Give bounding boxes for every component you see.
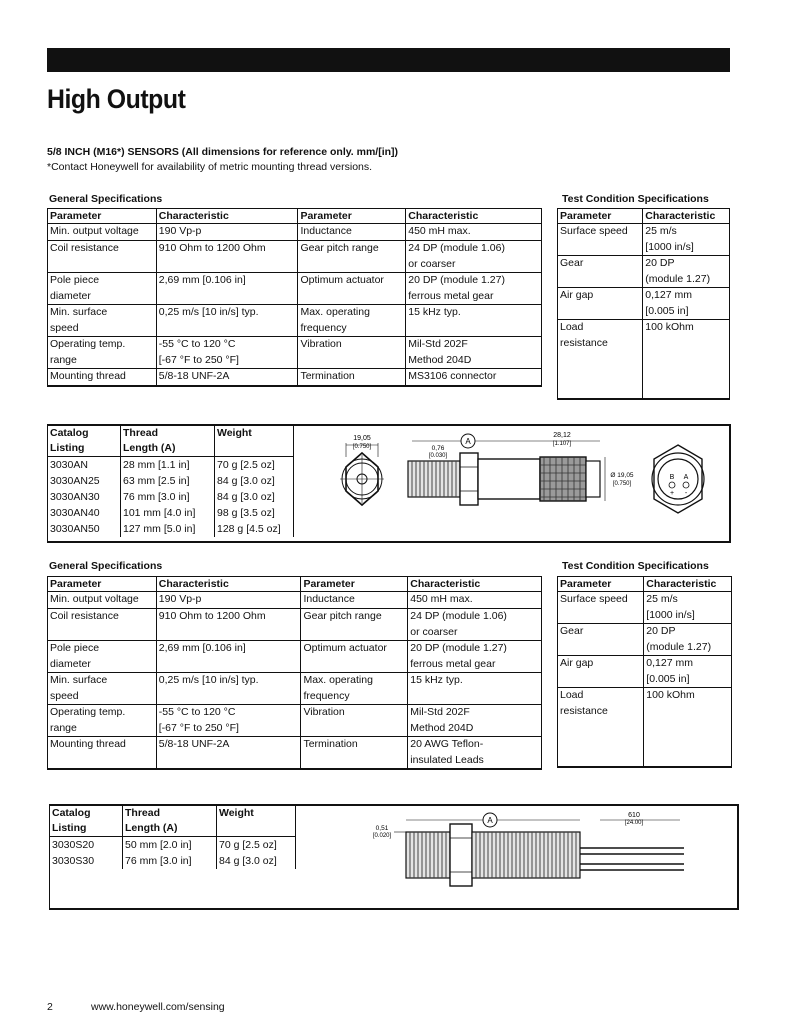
table-cell — [48, 369, 157, 387]
table-cell — [298, 273, 406, 305]
table-cell: 98 g [3.5 oz] — [215, 505, 294, 521]
cell-line: or coarser — [410, 625, 458, 638]
table-cell — [156, 705, 301, 737]
table-row — [48, 641, 542, 673]
cell-line: Vibration — [303, 706, 345, 718]
dim-width-inch-label: [0.750] — [352, 444, 372, 450]
dim-gap-label: 0,76 — [431, 445, 445, 452]
table-cell: 127 mm [5.0 in] — [121, 521, 215, 537]
table-cell — [156, 369, 298, 387]
dim-width-label: 19,05 — [353, 435, 371, 442]
cell-line: Weight — [217, 427, 252, 439]
table-cell: 3030AN40 — [48, 505, 121, 521]
table-row — [48, 673, 542, 705]
cell-line: Load — [560, 689, 584, 701]
table-cell: 84 g [3.0 oz] — [217, 853, 296, 869]
dim-a-marker: A — [465, 437, 471, 446]
dim-gap-inch-label: [0.020] — [372, 833, 392, 839]
table-cell — [298, 241, 406, 273]
cell-line: Gear — [560, 625, 584, 637]
table-cell — [48, 737, 157, 770]
table-row — [48, 592, 542, 609]
cell-line: diameter — [50, 289, 91, 302]
table-cell — [558, 656, 644, 688]
cell-line: Catalog — [52, 807, 91, 819]
table-header-row — [48, 426, 294, 457]
table-row — [48, 369, 542, 387]
general-specs-table — [47, 576, 542, 770]
table-row — [48, 489, 294, 505]
cell-line: frequency — [303, 689, 350, 702]
cell-line: [0.005 in] — [646, 672, 690, 685]
cell-line: 15 kHz typ. — [410, 674, 463, 686]
table-cell — [406, 273, 542, 305]
cell-line: Gear — [560, 257, 584, 269]
table-cell — [558, 224, 643, 256]
cell-line: 20 DP (module 1.27) — [410, 642, 507, 654]
cell-line: 2,69 mm [0.106 in] — [158, 642, 246, 654]
table-cell: 101 mm [4.0 in] — [121, 505, 215, 521]
cell-line: MS3106 connector — [408, 370, 497, 382]
table-cell — [406, 224, 542, 241]
cell-line: 15 kHz typ. — [408, 306, 461, 318]
table-cell — [48, 705, 157, 737]
table-row — [48, 609, 542, 641]
cell-line: Pole piece — [50, 642, 100, 654]
pin-minus-label: - — [684, 490, 688, 497]
table-cell — [298, 224, 406, 241]
cell-line: Optimum actuator — [300, 274, 384, 286]
table-cell — [156, 241, 298, 273]
cell-line: Thread — [123, 427, 159, 439]
cell-line: 20 DP — [646, 625, 676, 637]
table-cell — [408, 592, 542, 609]
cell-line: Optimum actuator — [303, 642, 387, 654]
cell-line: 100 kOhm — [645, 321, 694, 333]
column-header: Parameter — [48, 577, 157, 592]
dim-lead-length-inch-label: [24.00] — [624, 820, 644, 826]
table-header-row — [558, 209, 730, 224]
cell-line: 20 DP (module 1.27) — [408, 274, 505, 286]
table-header-row — [48, 209, 542, 224]
table-row — [558, 592, 732, 624]
table-cell: 63 mm [2.5 in] — [121, 473, 215, 489]
table-cell — [408, 705, 542, 737]
cell-line: 450 mH max. — [408, 225, 471, 237]
table-cell: 76 mm [3.0 in] — [121, 489, 215, 505]
cell-line: Surface speed — [560, 593, 628, 605]
column-header: Characteristic — [408, 577, 542, 592]
table-cell — [643, 288, 730, 320]
table-cell — [48, 673, 157, 705]
cell-line: 20 DP — [645, 257, 675, 269]
table-cell: 128 g [4.5 oz] — [215, 521, 294, 537]
availability-note: *Contact Honeywell for availability of metric mounting thread versions. — [47, 161, 373, 173]
page-title: High Output — [47, 84, 186, 114]
cell-line: Gear pitch range — [300, 242, 379, 254]
column-header: Parameter — [298, 209, 406, 224]
cell-line: 100 kOhm — [646, 689, 695, 701]
table-header-row — [558, 577, 732, 592]
cell-line: Listing — [50, 442, 85, 454]
cell-line: Coil resistance — [50, 610, 119, 622]
table-cell — [644, 688, 732, 768]
end-view-left — [340, 453, 384, 505]
cell-line: or coarser — [408, 257, 456, 270]
cell-line: Length (A) — [123, 442, 176, 454]
column-header: Parameter — [558, 209, 643, 224]
table-cell — [48, 609, 157, 641]
cell-line: Air gap — [560, 289, 594, 301]
column-header: Parameter — [558, 577, 644, 592]
dim-lead-length-label: 610 — [628, 812, 640, 819]
pin-plus-label: + — [669, 490, 675, 497]
table-cell — [558, 624, 644, 656]
table-cell — [301, 609, 408, 641]
cell-line: Catalog — [50, 427, 89, 439]
table-cell: 70 g [2.5 oz] — [217, 837, 296, 854]
column-header — [217, 806, 296, 837]
cell-line: Thread — [125, 807, 161, 819]
cell-line: speed — [50, 321, 79, 334]
table-cell: 3030S20 — [50, 837, 123, 854]
cell-line: ferrous metal gear — [408, 289, 494, 302]
table-cell — [644, 592, 732, 624]
table-row — [558, 224, 730, 256]
table-cell: 50 mm [2.0 in] — [123, 837, 217, 854]
cell-line: Max. operating — [300, 306, 370, 318]
cell-line: 24 DP (module 1.06) — [408, 242, 505, 254]
column-header — [215, 426, 294, 457]
cell-line: Inductance — [300, 225, 352, 237]
cell-line: 20 AWG Teflon- — [410, 738, 484, 750]
cell-line: Weight — [219, 807, 254, 819]
test-condition-table — [557, 208, 730, 400]
table-cell — [558, 592, 644, 624]
column-header — [48, 426, 121, 457]
table-cell — [156, 609, 301, 641]
cell-line: 910 Ohm to 1200 Ohm — [158, 242, 266, 254]
table-cell — [298, 337, 406, 369]
table-cell — [156, 305, 298, 337]
cell-line: range — [50, 721, 77, 734]
cell-line: 450 mH max. — [410, 593, 473, 605]
table-cell — [301, 705, 408, 737]
cell-line: [1000 in/s] — [646, 608, 695, 621]
table-row — [50, 853, 296, 869]
cell-line: 2,69 mm [0.106 in] — [158, 274, 246, 286]
cell-line: Min. output voltage — [50, 593, 139, 605]
table-header-row — [48, 577, 542, 592]
table-row — [558, 256, 730, 288]
dim-a-marker: A — [487, 816, 493, 825]
table-cell — [643, 224, 730, 256]
cell-line: Min. surface — [50, 306, 108, 318]
cell-line: Mounting thread — [50, 738, 126, 750]
table-cell: 3030S30 — [50, 853, 123, 869]
cell-line: ferrous metal gear — [410, 657, 496, 670]
table-row — [48, 705, 542, 737]
table-cell — [408, 609, 542, 641]
table-cell — [558, 320, 643, 400]
table-row — [48, 305, 542, 337]
cell-line: speed — [50, 689, 79, 702]
table-row — [48, 337, 542, 369]
catalog-table — [47, 426, 294, 537]
table-cell — [643, 320, 730, 400]
cell-line: Method 204D — [408, 353, 472, 366]
table-row — [48, 521, 294, 537]
header-bar — [47, 48, 730, 72]
table-row — [558, 288, 730, 320]
table-cell — [156, 224, 298, 241]
column-header: Characteristic — [156, 577, 301, 592]
cell-line: Coil resistance — [50, 242, 119, 254]
general-specs-table — [47, 208, 542, 387]
table-row — [558, 320, 730, 400]
table-cell — [408, 737, 542, 770]
table-row — [48, 241, 542, 273]
table-cell — [156, 592, 301, 609]
table-cell: 84 g [3.0 oz] — [215, 489, 294, 505]
table-cell — [156, 673, 301, 705]
cell-line: 190 Vp-p — [158, 593, 202, 605]
column-header: Characteristic — [644, 577, 732, 592]
pin-a-label: A — [683, 474, 689, 481]
table-cell — [156, 337, 298, 369]
table-cell — [406, 369, 542, 387]
table-cell — [48, 224, 157, 241]
cell-line: Mil-Std 202F — [410, 706, 470, 718]
cell-line: 910 Ohm to 1200 Ohm — [158, 610, 266, 622]
table-cell: 70 g [2.5 oz] — [215, 457, 294, 474]
pin-b-label: B — [669, 474, 675, 481]
column-header: Characteristic — [643, 209, 730, 224]
cell-line: 5/8-18 UNF-2A — [158, 738, 230, 750]
test-specs-label: Test Condition Specifications — [562, 560, 709, 572]
cell-line: Listing — [52, 822, 87, 834]
dim-gap-label: 0,51 — [375, 825, 389, 832]
dim-diameter-label: Ø 19,05 — [610, 472, 634, 479]
general-specs-label: General Specifications — [49, 193, 163, 205]
table-cell — [301, 641, 408, 673]
cell-line: Min. output voltage — [50, 225, 139, 237]
column-header: Characteristic — [156, 209, 298, 224]
cell-line: Inductance — [303, 593, 355, 605]
table-cell — [48, 241, 157, 273]
dim-diameter-inch-label: [0.750] — [612, 481, 632, 487]
table-cell: 28 mm [1.1 in] — [121, 457, 215, 474]
table-row — [558, 688, 732, 768]
table-cell — [156, 273, 298, 305]
cell-line: [0.005 in] — [645, 304, 689, 317]
table-cell — [408, 641, 542, 673]
table-cell: 3030AN25 — [48, 473, 121, 489]
table-row — [48, 224, 542, 241]
cell-line: [-67 °F to 250 °F] — [158, 721, 239, 734]
table-cell: 3030AN — [48, 457, 121, 474]
dim-length-label: 28,12 — [553, 432, 571, 439]
cell-line: (module 1.27) — [645, 272, 711, 285]
table-cell — [406, 305, 542, 337]
sensor-connector-drawing — [300, 427, 726, 537]
table-cell: 84 g [3.0 oz] — [215, 473, 294, 489]
cell-line: Load — [560, 321, 584, 333]
table-cell — [408, 673, 542, 705]
cell-line: Operating temp. — [50, 338, 126, 350]
cell-line: insulated Leads — [410, 753, 484, 766]
table-row — [48, 737, 542, 770]
sensor-body-side-view — [408, 453, 600, 505]
connector-end-view — [652, 445, 704, 513]
cell-line: 24 DP (module 1.06) — [410, 610, 507, 622]
cell-line: Length (A) — [125, 822, 178, 834]
cell-line: -55 °C to 120 °C — [158, 706, 236, 718]
table-cell — [301, 673, 408, 705]
page-number: 2 — [47, 1001, 53, 1013]
table-cell — [301, 737, 408, 770]
cell-line: Surface speed — [560, 225, 628, 237]
cell-line: Termination — [303, 738, 358, 750]
table-cell — [406, 241, 542, 273]
table-cell — [298, 369, 406, 387]
table-cell — [48, 305, 157, 337]
column-header: Parameter — [48, 209, 157, 224]
table-cell — [48, 641, 157, 673]
cell-line: 0,25 m/s [10 in/s] typ. — [158, 306, 259, 318]
table-row — [48, 457, 294, 474]
table-header-row — [50, 806, 296, 837]
cell-line: Mounting thread — [50, 370, 126, 382]
table-cell — [156, 641, 301, 673]
cell-line: resistance — [560, 336, 608, 349]
cell-line: [1000 in/s] — [645, 240, 694, 253]
cell-line: 0,127 mm — [645, 289, 692, 301]
column-header — [123, 806, 217, 837]
table-cell — [558, 256, 643, 288]
sensor-body-side-view — [406, 824, 684, 886]
table-row — [50, 837, 296, 854]
cell-line: (module 1.27) — [646, 640, 712, 653]
table-cell: 3030AN30 — [48, 489, 121, 505]
table-row — [48, 473, 294, 489]
catalog-table — [49, 806, 296, 869]
cell-line: Operating temp. — [50, 706, 126, 718]
cell-line: 190 Vp-p — [158, 225, 202, 237]
cell-line: Gear pitch range — [303, 610, 382, 622]
cell-line: 0,25 m/s [10 in/s] typ. — [158, 674, 259, 686]
cell-line: range — [50, 353, 77, 366]
column-header — [50, 806, 123, 837]
table-row — [48, 273, 542, 305]
cell-line: frequency — [300, 321, 347, 334]
table-cell — [48, 337, 157, 369]
table-cell — [48, 592, 157, 609]
general-specs-label: General Specifications — [49, 560, 163, 572]
column-header — [121, 426, 215, 457]
table-cell: 3030AN50 — [48, 521, 121, 537]
table-cell — [406, 337, 542, 369]
cell-line: [-67 °F to 250 °F] — [158, 353, 239, 366]
page-subtitle: 5/8 INCH (M16*) SENSORS (All dimensions for reference only. mm/[in]) — [47, 146, 399, 158]
table-cell — [644, 624, 732, 656]
cell-line: diameter — [50, 657, 91, 670]
cell-line: Min. surface — [50, 674, 108, 686]
footer-url[interactable]: www.honeywell.com/sensing — [91, 1001, 225, 1013]
table-cell: 76 mm [3.0 in] — [123, 853, 217, 869]
cell-line: 25 m/s — [645, 225, 677, 237]
test-condition-table — [557, 576, 732, 768]
test-specs-label: Test Condition Specifications — [562, 193, 709, 205]
cell-line: Mil-Std 202F — [408, 338, 468, 350]
cell-line: -55 °C to 120 °C — [158, 338, 236, 350]
table-cell — [298, 305, 406, 337]
table-cell — [301, 592, 408, 609]
cell-line: Pole piece — [50, 274, 100, 286]
table-cell — [156, 737, 301, 770]
table-cell — [644, 656, 732, 688]
table-row — [558, 624, 732, 656]
dim-length-inch-label: [1.107] — [552, 441, 572, 447]
cell-line: Max. operating — [303, 674, 373, 686]
table-row — [48, 505, 294, 521]
cell-line: 25 m/s — [646, 593, 678, 605]
column-header: Parameter — [301, 577, 408, 592]
cell-line: 0,127 mm — [646, 657, 693, 669]
table-cell — [558, 688, 644, 768]
cell-line: resistance — [560, 704, 608, 717]
sensor-leads-drawing — [300, 806, 734, 904]
cell-line: Vibration — [300, 338, 342, 350]
column-header: Characteristic — [406, 209, 542, 224]
dim-gap-inch-label: [0.030] — [428, 453, 448, 459]
cell-line: Termination — [300, 370, 355, 382]
cell-line: Air gap — [560, 657, 594, 669]
table-cell — [48, 273, 157, 305]
cell-line: Method 204D — [410, 721, 474, 734]
table-cell — [558, 288, 643, 320]
table-cell — [643, 256, 730, 288]
table-row — [558, 656, 732, 688]
cell-line: 5/8-18 UNF-2A — [158, 370, 230, 382]
